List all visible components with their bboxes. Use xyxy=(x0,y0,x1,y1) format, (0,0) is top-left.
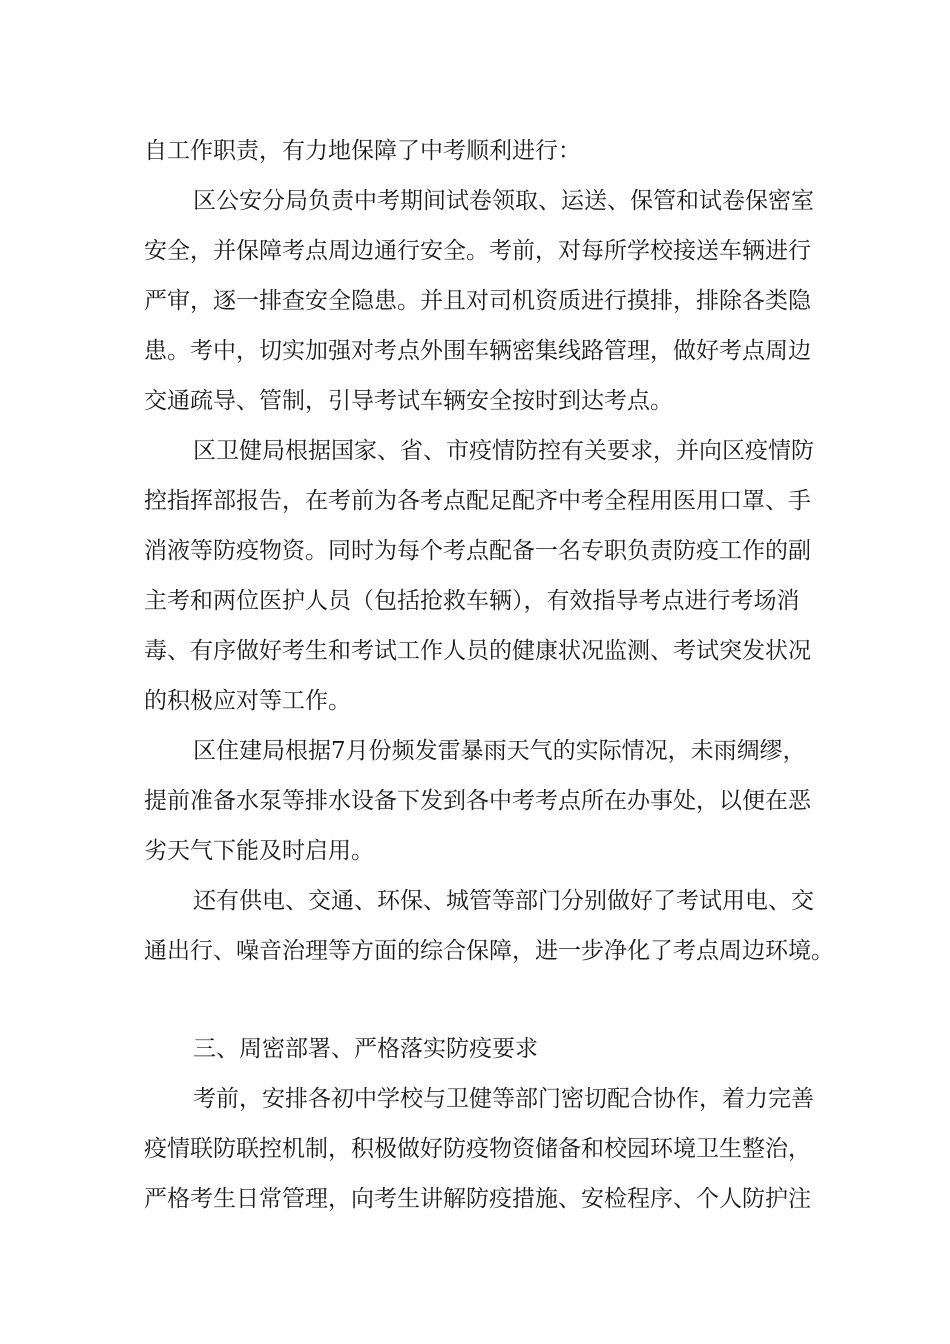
text-line: 严格考生日常管理，向考生讲解防疫措施、安检程序、个人防护注 xyxy=(144,1186,811,1212)
text-line: 毒、有序做好考生和考试工作人员的健康状况监测、考试突发状况 xyxy=(144,638,811,664)
text-line: 通出行、噪音治理等方面的综合保障，进一步净化了考点周边环境。 xyxy=(144,938,834,964)
paragraph-line: 区卫健局根据国家、省、市疫情防控有关要求，并向区疫情防 xyxy=(193,438,814,464)
text-line: 交通疏导、管制，引导考试车辆安全按时到达考点。 xyxy=(144,388,673,414)
text-line: 提前准备水泵等排水设备下发到各中考考点所在办事处，以便在恶 xyxy=(144,788,811,814)
paragraph-line: 还有供电、交通、环保、城管等部门分别做好了考试用电、交 xyxy=(193,888,814,914)
paragraph-line: 区公安分局负责中考期间试卷领取、运送、保管和试卷保密室 xyxy=(193,188,814,214)
text-line: 主考和两位医护人员（包括抢救车辆），有效指导考点进行考场消 xyxy=(144,588,800,614)
text-line: 控指挥部报告，在考前为各考点配足配齐中考全程用医用口罩、手 xyxy=(144,488,811,514)
text-line: 劣天气下能及时启用。 xyxy=(144,838,374,864)
text-line: 自工作职责，有力地保障了中考顺利进行： xyxy=(144,138,581,164)
paragraph-line: 考前，安排各初中学校与卫健等部门密切配合协作，着力完善 xyxy=(193,1086,814,1112)
text-line: 消液等防疫物资。同时为每个考点配备一名专职负责防疫工作的副 xyxy=(144,538,811,564)
text-line: 的积极应对等工作。 xyxy=(144,688,351,714)
paragraph-line: 区住建局根据7月份频发雷暴雨天气的实际情况，未雨绸缪， xyxy=(193,738,806,764)
section-heading: 三、周密部署、严格落实防疫要求 xyxy=(193,1036,538,1062)
text-line: 患。考中，切实加强对考点外围车辆密集线路管理，做好考点周边 xyxy=(144,338,811,364)
text-line: 严审，逐一排查安全隐患。并且对司机资质进行摸排，排除各类隐 xyxy=(144,288,811,314)
text-line: 安全，并保障考点周边通行安全。考前，对每所学校接送车辆进行 xyxy=(144,238,811,264)
text-line: 疫情联防联控机制，积极做好防疫物资储备和校园环境卫生整治， xyxy=(144,1136,811,1162)
